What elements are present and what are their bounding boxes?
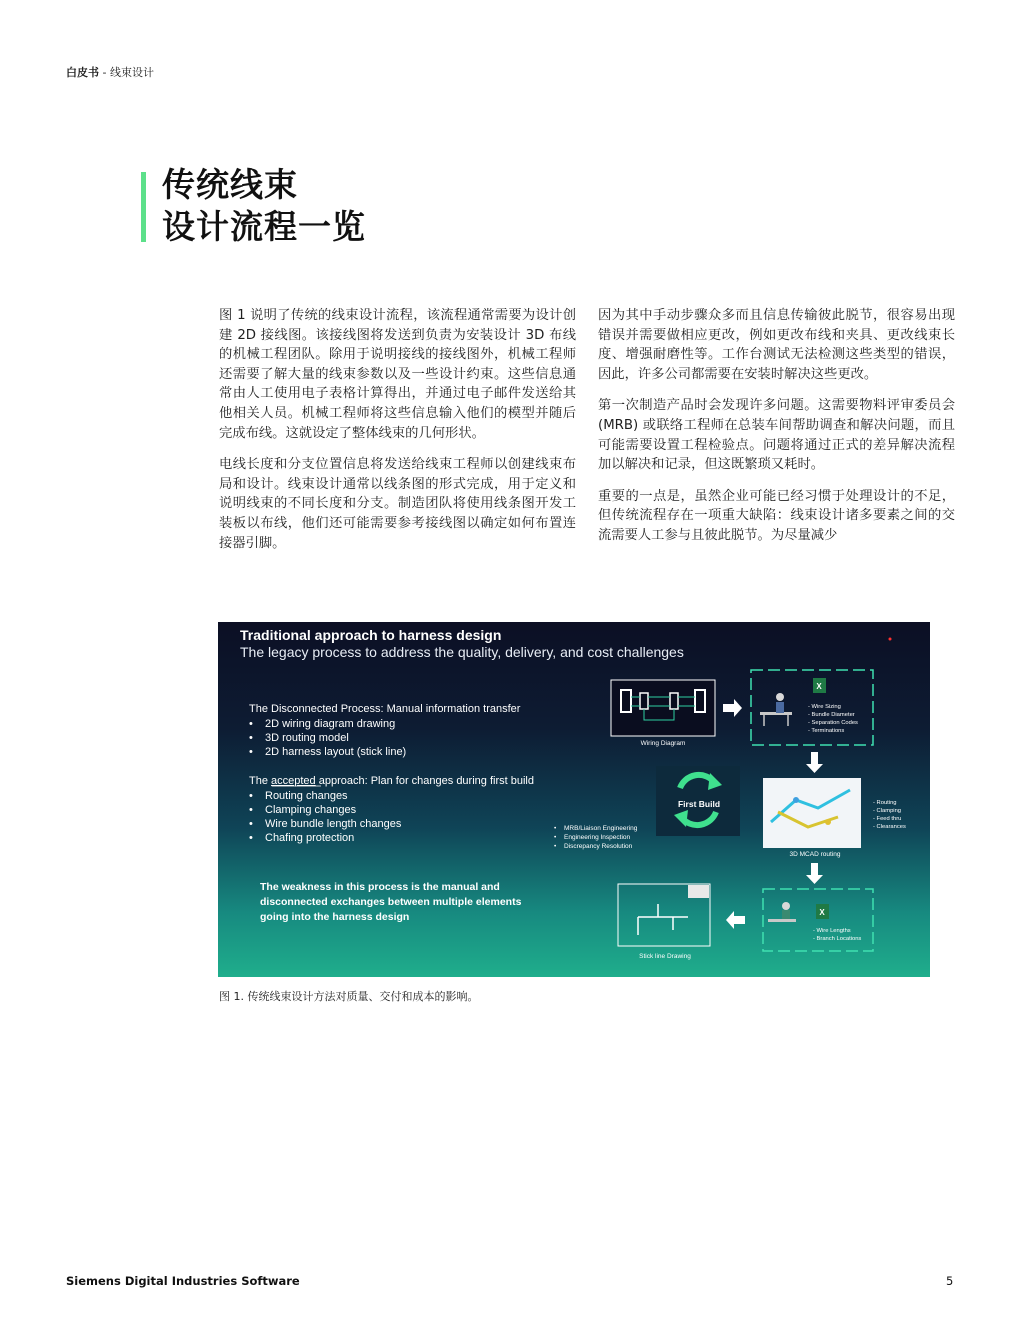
title-line-2: 设计流程一览: [162, 207, 366, 246]
excel-item: - Separation Codes: [808, 720, 858, 726]
excel-item: - Terminations: [808, 728, 845, 734]
title-line-1: 传统线束: [162, 165, 298, 204]
mrb-item: MRB/Liaison Engineering: [564, 825, 638, 832]
figure-subtitle: The legacy process to address the quality, delivery, and cost challenges: [240, 644, 684, 660]
paragraph: 因为其中手动步骤众多而且信息传输彼此脱节，很容易出现错误并需要做相应更改，例如更改布线和夹具、更改线束长度、增强耐磨性等。工作台测试无法检测这些类型的错误，因此，许多公司都需要在安装时解决这些更改。: [598, 308, 955, 382]
weakness-line: The weakness in this process is the manual and: [260, 881, 500, 893]
routing-item: - Routing: [873, 800, 897, 806]
excel-badge: X: [819, 908, 825, 917]
footer-company: Siemens Digital Industries Software: [66, 1274, 300, 1288]
paragraph: 图 1 说明了传统的线束设计流程，该流程通常需要为设计创建 2D 接线图。该接线图将发送到负责为安装设计 3D 布线的机械工程团队。除用于说明接线的接线图外，机械工程师还需要了解大量的线束参数以及一些设计约束。这些信息通常由人工使用电子表格计算得出，并通过电子邮件发送给其他相关人员。机械工程师将这些信息输入他们的模型并随后完成布线。这就设定了整体线束的几何形状。: [219, 308, 576, 441]
list-item: 3D routing model: [265, 732, 349, 744]
stick-lines: [638, 904, 688, 935]
list-item: Routing changes: [265, 790, 348, 802]
figure-title: Traditional approach to harness design: [240, 627, 502, 643]
title-accent-bar: [141, 172, 146, 242]
person-icon: [782, 902, 790, 910]
process-figure: [218, 622, 930, 977]
bullet-dot: •: [554, 843, 557, 850]
excel-item: - Wire Sizing: [808, 704, 841, 710]
bullet-dot: •: [249, 790, 253, 802]
list-item: Clamping changes: [265, 804, 357, 816]
list-item: Wire bundle length changes: [265, 818, 402, 830]
bullet-dot: •: [249, 818, 253, 830]
arrow-left-icon: [726, 911, 745, 929]
weakness-line: going into the harness design: [260, 911, 410, 923]
bullet-dot: •: [249, 832, 253, 844]
list-item: 2D wiring diagram drawing: [265, 718, 396, 730]
header-brand: 白皮书: [66, 66, 99, 79]
person-icon: [776, 693, 784, 701]
header-separator: -: [99, 66, 110, 79]
list-item: Chafing protection: [265, 832, 355, 844]
excel-item: - Bundle Diameter: [808, 712, 855, 718]
excel-badge: X: [816, 682, 822, 691]
arrow-right-icon: [723, 699, 742, 717]
routing-item: - Feed thru: [873, 816, 902, 822]
bullet-dot: •: [249, 804, 253, 816]
arrow-down-icon: [806, 752, 823, 773]
list-item: 2D harness layout (stick line): [265, 746, 407, 758]
accepted-prefix: The: [249, 775, 272, 787]
page-title: [162, 164, 366, 248]
red-dot: [889, 638, 892, 641]
mrb-item: Engineering Inspection: [564, 834, 631, 841]
paragraph: 电线长度和分支位置信息将发送给线束工程师以创建线束布局和设计。线束设计通常以线条图的形式完成，用于定义和说明线束的不同长度和分支。制造团队将使用线条图开发工装板以布线，他们还可能需要参考接线图以确定如何布置连接器引脚。: [219, 457, 576, 551]
person-body: [776, 702, 784, 713]
accepted-word: accepted: [271, 775, 316, 787]
clamp-icon: [793, 797, 799, 803]
bullet-dot: •: [249, 732, 253, 744]
routing-item: - Clamping: [873, 808, 902, 814]
excel-item: - Wire Lengths: [813, 928, 851, 934]
bullet-dot: •: [249, 718, 253, 730]
clamp-icon: [825, 819, 831, 825]
disconnected-heading: The Disconnected Process: Manual information transfer: [249, 703, 521, 715]
excel-item: - Branch Locations: [813, 936, 862, 942]
body-column-left: [219, 306, 576, 565]
page-header: [66, 64, 154, 80]
accepted-suffix: approach: Plan for changes during first build: [315, 775, 534, 787]
page-number: 5: [946, 1274, 954, 1288]
stick-line-label: Stick line Drawing: [639, 953, 691, 960]
bullet-dot: •: [554, 834, 557, 841]
wiring-diagram-label: Wiring Diagram: [640, 740, 686, 747]
desk-icon: [768, 919, 796, 922]
figure-caption: 图 1. 传统线束设计方法对质量、交付和成本的影响。: [219, 990, 479, 1003]
person-body: [782, 910, 790, 919]
header-section: 线束设计: [109, 66, 154, 79]
bullet-dot: •: [249, 746, 253, 758]
mcad-label: 3D MCAD routing: [789, 851, 841, 858]
arrow-down-icon: [806, 863, 823, 884]
accepted-heading: [249, 775, 534, 787]
paragraph: 第一次制造产品时会发现许多问题。这需要物料评审委员会 (MRB) 或联络工程师在总装车间帮助调查和解决问题，而且可能需要设置工程检验点。问题将通过正式的差异解决流程加以解决和记录，但这既繁琐又耗时。: [598, 398, 955, 473]
process-diagram: [218, 622, 930, 977]
wiring-diagram-thumb: [611, 680, 715, 736]
title-block: [688, 885, 709, 898]
paragraph: 重要的一点是，虽然企业可能已经习惯于处理设计的不足，但传统流程存在一项重大缺陷：线束设计诸多要素之间的交流需要人工参与且彼此脱节。为尽量减少: [598, 488, 955, 543]
mrb-item: Discrepancy Resolution: [564, 843, 633, 850]
weakness-line: disconnected exchanges between multiple elements: [260, 896, 522, 908]
bullet-dot: •: [554, 825, 557, 832]
first-build-label: First Build: [677, 799, 721, 809]
body-column-right: [598, 306, 955, 558]
routing-item: - Clearances: [873, 824, 906, 830]
